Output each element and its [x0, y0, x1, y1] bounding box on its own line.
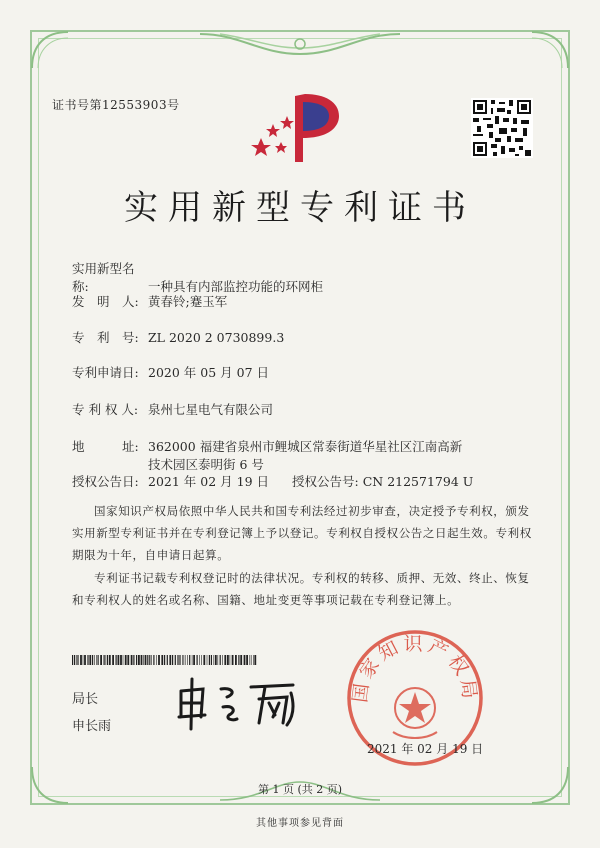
- field-value: 362000 福建省泉州市鲤城区常泰街道华星社区江南高新: [148, 439, 463, 454]
- qr-code: [471, 98, 533, 158]
- field-value: CN 212571794 U: [362, 474, 474, 489]
- svg-text:国家知识产权局: 国家知识产权局: [349, 633, 481, 704]
- field-label: 专 利 号:: [72, 330, 139, 345]
- field-address: [72, 438, 462, 456]
- field-label: 地 址:: [72, 439, 139, 454]
- field-utility-model-name: [72, 260, 323, 296]
- field-address-line2: 技术园区泰明街 6 号: [148, 457, 264, 472]
- field-label: 专利申请日:: [72, 365, 139, 380]
- field-label: 授权公告号:: [292, 474, 359, 489]
- statement-paragraph-1: 国家知识产权局依照中华人民共和国专利法经过初步审查，决定授予专利权，颁发实用新型专利证书并在专利登记簿上予以登记。专利权自授权公告之日起生效。专利权期限为十年，自申请日起算。: [72, 504, 532, 562]
- field-label: 发 明 人:: [72, 294, 139, 309]
- field-value: 一种具有内部监控功能的环网柜: [148, 279, 324, 294]
- field-patent-number: [72, 329, 284, 347]
- field-filing-date: [72, 364, 269, 382]
- field-grant-date: [72, 473, 473, 491]
- field-label: 授权公告日:: [72, 474, 139, 489]
- field-inventor: [72, 293, 227, 311]
- director-signature: [175, 673, 305, 733]
- field-value: ZL 2020 2 0730899.3: [148, 330, 285, 345]
- field-value: 泉州七星电气有限公司: [148, 402, 274, 417]
- field-value: 2021 年 02 月 19 日: [148, 474, 269, 489]
- field-value: 黄春铃;蹇玉军: [148, 294, 228, 309]
- corner-ornament-tl: [30, 30, 70, 70]
- field-label: 专 利 权 人:: [72, 402, 139, 417]
- certificate-number: 证书号第12553903号: [52, 98, 180, 112]
- top-ornament: [200, 30, 400, 58]
- seal-date: 2021 年 02 月 19 日: [367, 742, 484, 756]
- footer-note: 其他事项参见背面: [256, 818, 344, 829]
- barcode: [72, 655, 258, 665]
- certificate-title: 实用新型专利证书: [124, 188, 476, 228]
- director-title: 局长: [72, 692, 99, 707]
- cnipa-logo: [247, 88, 347, 166]
- page-number: 第 1 页 (共 2 页): [257, 783, 343, 796]
- statement-paragraph-2: 专利证书记载专利权登记时的法律状况。专利权的转移、质押、无效、终止、恢复和专利权人的姓名或名称、国籍、地址变更等事项记载在专利登记簿上。: [72, 571, 530, 607]
- field-patentee: [72, 401, 273, 419]
- field-value: 2020 年 05 月 07 日: [148, 365, 269, 380]
- field-label: 实用新型名称:: [72, 261, 135, 294]
- corner-ornament-tr: [530, 30, 570, 70]
- director-name: 申长雨: [72, 719, 112, 734]
